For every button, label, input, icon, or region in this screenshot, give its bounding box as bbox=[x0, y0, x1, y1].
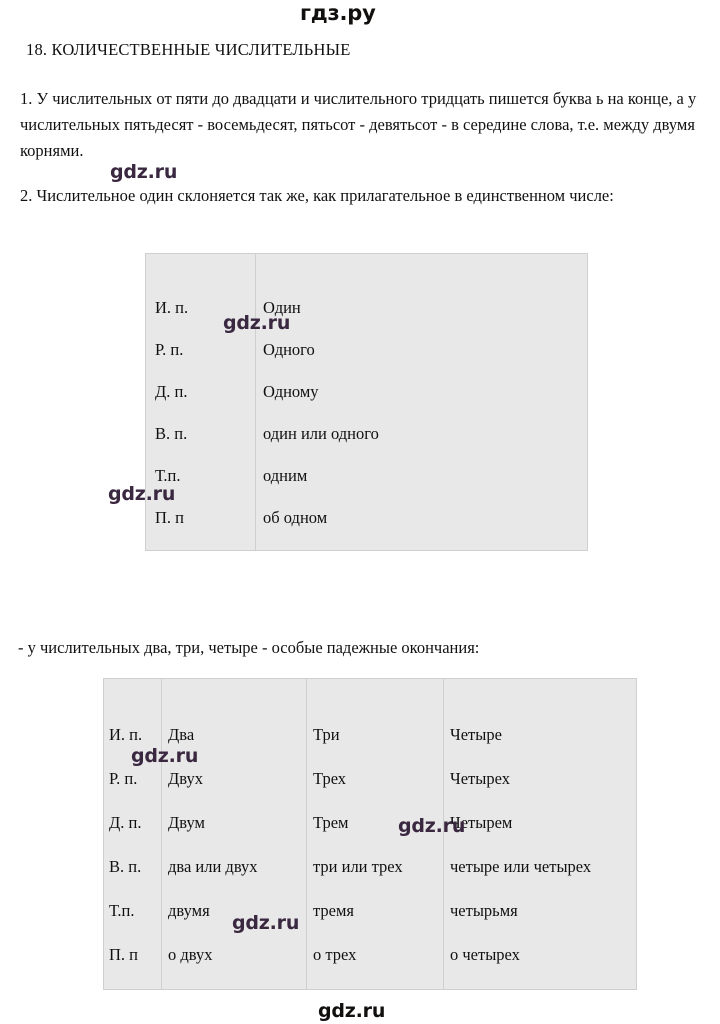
paragraph-rule-two: 2. Числительное один склоняется так же, как прилагательное в единственном числе: bbox=[20, 186, 614, 205]
watermark-inline-1: gdz.ru bbox=[110, 161, 178, 183]
paragraph-rule-one: 1. У числительных от пяти до двадцати и числительного тридцать пишется буква ь на конце, а у числительных пятьдесят - восемьдесят, пятьсот - девятьсот - в середине слова, т.е. между двумя корнями. bbox=[20, 89, 697, 160]
case-label: Р. п. bbox=[104, 769, 162, 813]
form-three: Трех bbox=[307, 769, 444, 813]
form-two: о двух bbox=[162, 945, 307, 990]
watermark-inline-2: gdz.ru bbox=[223, 312, 291, 334]
table-row bbox=[104, 813, 637, 857]
form-four: о четырех bbox=[450, 944, 520, 964]
table-row bbox=[146, 298, 588, 340]
form-three: о трех bbox=[307, 945, 444, 990]
case-label: Д. п. bbox=[104, 813, 162, 857]
case-label: И. п. bbox=[146, 298, 256, 340]
case-label: Т.п. bbox=[146, 466, 256, 508]
declension-table-two bbox=[103, 678, 637, 990]
table-two-header-case bbox=[104, 679, 162, 725]
case-form: об одном bbox=[263, 508, 328, 527]
case-label: Т.п. bbox=[104, 901, 162, 945]
form-two: двумя bbox=[162, 901, 307, 945]
form-two: Двух bbox=[162, 769, 307, 813]
form-two: два или двух bbox=[162, 857, 307, 901]
table-one-header-form bbox=[256, 254, 588, 299]
table-row bbox=[104, 945, 637, 990]
watermark-inline-5: gdz.ru bbox=[398, 815, 466, 837]
case-label: П. п bbox=[104, 945, 162, 990]
form-four: четыре или четырех bbox=[450, 856, 592, 876]
table-row bbox=[104, 769, 637, 813]
form-three: Три bbox=[307, 725, 444, 769]
case-label: П. п bbox=[146, 508, 256, 551]
table-row bbox=[146, 382, 588, 424]
watermark-inline-4: gdz.ru bbox=[131, 745, 199, 767]
table-row bbox=[146, 508, 588, 551]
case-form: Одного bbox=[263, 340, 315, 359]
table-row bbox=[146, 466, 588, 508]
case-form: Один bbox=[263, 298, 301, 317]
paragraph-rule-three: - у числительных два, три, четыре - особые падежные окончания: bbox=[18, 638, 480, 657]
case-label: Д. п. bbox=[146, 382, 256, 424]
table-row bbox=[104, 901, 637, 945]
form-four: Четырех bbox=[450, 768, 510, 788]
case-label: В. п. bbox=[146, 424, 256, 466]
form-four: Четыре bbox=[450, 724, 502, 744]
watermark-inline-3: gdz.ru bbox=[108, 483, 176, 505]
case-form: одним bbox=[263, 466, 308, 485]
form-three: Трем bbox=[307, 813, 444, 857]
watermark-bottom: gdz.ru bbox=[318, 1000, 386, 1022]
watermark-top: гдз.ру bbox=[300, 1, 376, 25]
table-row bbox=[146, 424, 588, 466]
case-label: И. п. bbox=[104, 725, 162, 769]
form-four: четырьмя bbox=[450, 900, 518, 920]
table-two-header-three bbox=[307, 679, 444, 725]
form-two: Два bbox=[162, 725, 307, 769]
case-form: Одному bbox=[263, 382, 319, 401]
table-row bbox=[146, 340, 588, 382]
table-one-header-spacer bbox=[146, 254, 588, 299]
page-title: 18. КОЛИЧЕСТВЕННЫЕ ЧИСЛИТЕЛЬНЫЕ bbox=[26, 40, 351, 59]
form-three: три или трех bbox=[307, 857, 444, 901]
table-two-header-spacer bbox=[104, 679, 637, 725]
table-two-header-two bbox=[162, 679, 307, 725]
table-row bbox=[104, 857, 637, 901]
case-label: Р. п. bbox=[146, 340, 256, 382]
watermark-inline-6: gdz.ru bbox=[232, 912, 300, 934]
table-one-header-case bbox=[146, 254, 256, 299]
form-three: тремя bbox=[307, 901, 444, 945]
case-label: В. п. bbox=[104, 857, 162, 901]
declension-table-one bbox=[145, 253, 588, 551]
table-two-header-four bbox=[444, 679, 637, 725]
form-four: Четырем bbox=[450, 812, 513, 832]
form-two: Двум bbox=[162, 813, 307, 857]
case-form: один или одного bbox=[263, 424, 379, 443]
